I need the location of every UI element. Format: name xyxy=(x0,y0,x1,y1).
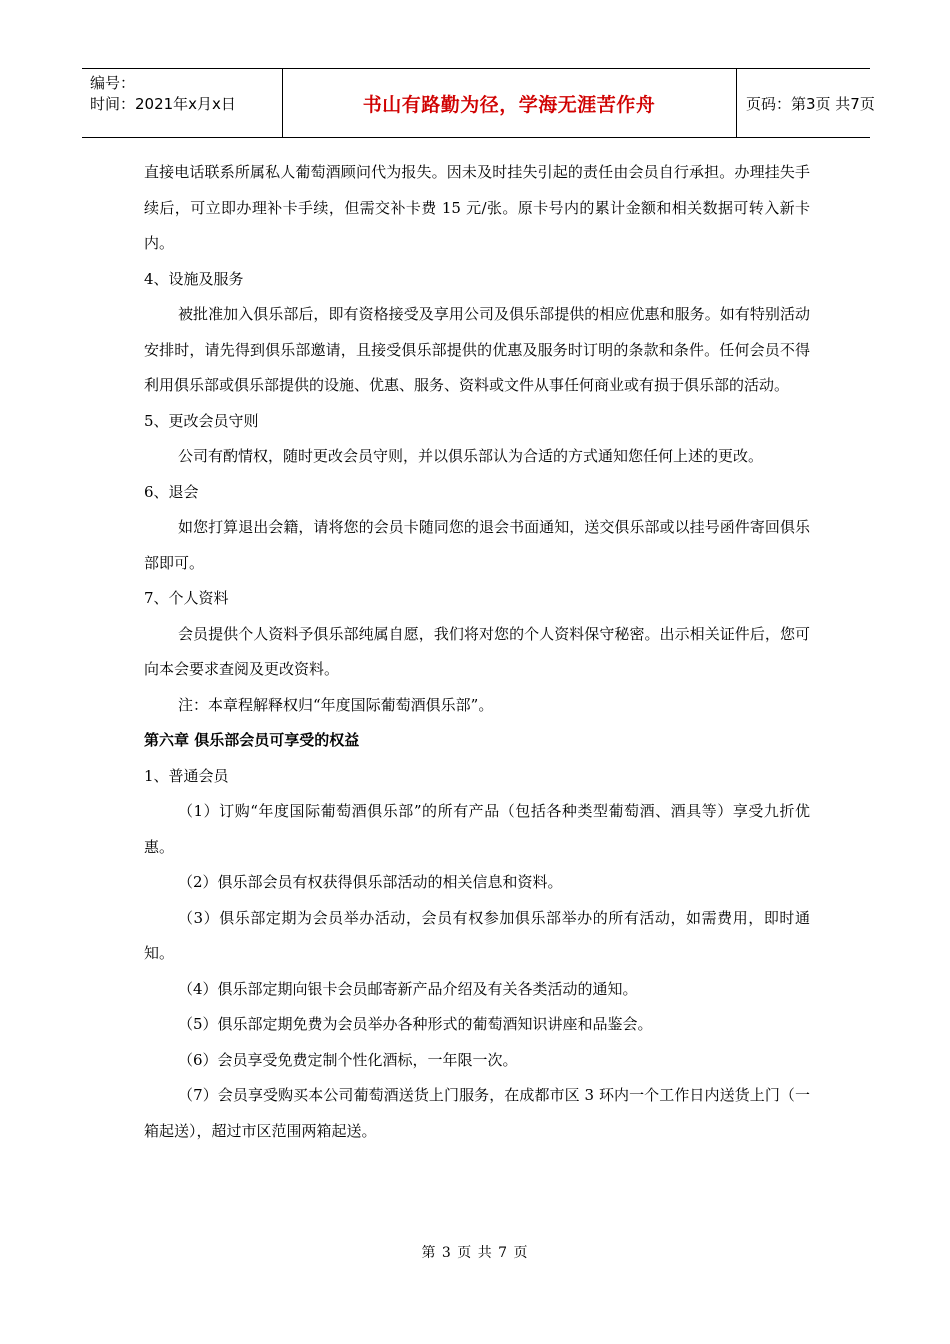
section-heading-regular-member: 1、普通会员 xyxy=(144,766,229,785)
page-header xyxy=(82,68,875,138)
benefit-item: （4）俱乐部定期向银卡会员邮寄新产品介绍及有关各类活动的通知。 xyxy=(178,979,638,998)
section-heading-facilities: 4、设施及服务 xyxy=(144,269,244,288)
benefit-item: （3）俱乐部定期为会员举办活动，会员有权参加俱乐部举办的所有活动，如需费用，即时通知。 xyxy=(144,908,810,962)
section-heading-withdrawal: 6、退会 xyxy=(144,482,199,501)
section-heading-personal-data: 7、个人资料 xyxy=(144,589,229,607)
header-divider-right xyxy=(736,69,737,137)
paragraph-personal-data: 会员提供个人资料予俱乐部纯属自愿，我们将对您的个人资料保守秘密。出示相关证件后，您可向本会要求查阅及更改资料。 xyxy=(144,624,810,678)
document-date: 时间：2021年x月x日 xyxy=(90,95,236,113)
chapter-heading: 第六章 俱乐部会员可享受的权益 xyxy=(144,731,360,749)
section-heading-rules-change: 5、更改会员守则 xyxy=(144,411,259,430)
benefit-item: （7）会员享受购买本公司葡萄酒送货上门服务，在成都市区 3 环内一个工作日内送货上门（一箱起送），超过市区范围两箱起送。 xyxy=(144,1086,810,1140)
paragraph-loss-report: 直接电话联系所属私人葡萄酒顾问代为报失。因未及时挂失引起的责任由会员自行承担。办理挂失手续后，可立即办理补卡手续，但需交补卡费 15 元/张。原卡号内的累计金额和相关数据可转入新卡内。 xyxy=(144,163,810,252)
page-footer: 第 3 页 共 7 页 xyxy=(421,1245,529,1261)
paragraph-withdrawal: 如您打算退出会籍，请将您的会员卡随同您的退会书面通知，送交俱乐部或以挂号函件寄回俱乐部即可。 xyxy=(144,518,810,572)
paragraph-rules-change: 公司有酌情权，随时更改会员守则，并以俱乐部认为合适的方式通知您任何上述的更改。 xyxy=(178,447,764,465)
paragraph-note: 注：本章程解释权归“年度国际葡萄酒俱乐部”。 xyxy=(178,695,494,714)
benefit-item: （2）俱乐部会员有权获得俱乐部活动的相关信息和资料。 xyxy=(178,873,563,891)
header-motto: 书山有路勤为径，学海无涯苦作舟 xyxy=(362,93,656,116)
document-number-label: 编号： xyxy=(90,74,136,92)
paragraph-facilities: 被批准加入俱乐部后，即有资格接受及享用公司及俱乐部提供的相应优惠和服务。如有特别活动安排时，请先得到俱乐部邀请，且接受俱乐部提供的优惠及服务时订明的条款和条件。任何会员不得利用俱乐部或俱乐部提供的设施、优惠、服务、资料或文件从事任何商业或有损于俱乐部的活动。 xyxy=(144,305,810,394)
benefit-item: （6）会员享受免费定制个性化酒标，一年限一次。 xyxy=(178,1050,518,1069)
benefit-item: （5）俱乐部定期免费为会员举办各种形式的葡萄酒知识讲座和品鉴会。 xyxy=(178,1015,653,1033)
header-meta xyxy=(90,73,280,115)
benefit-item: （1）订购“年度国际葡萄酒俱乐部”的所有产品（包括各种类型葡萄酒、酒具等）享受九折优惠。 xyxy=(144,802,810,856)
header-page-indicator: 页码：第3页 共7页 xyxy=(746,94,875,113)
document-body xyxy=(144,155,810,1149)
